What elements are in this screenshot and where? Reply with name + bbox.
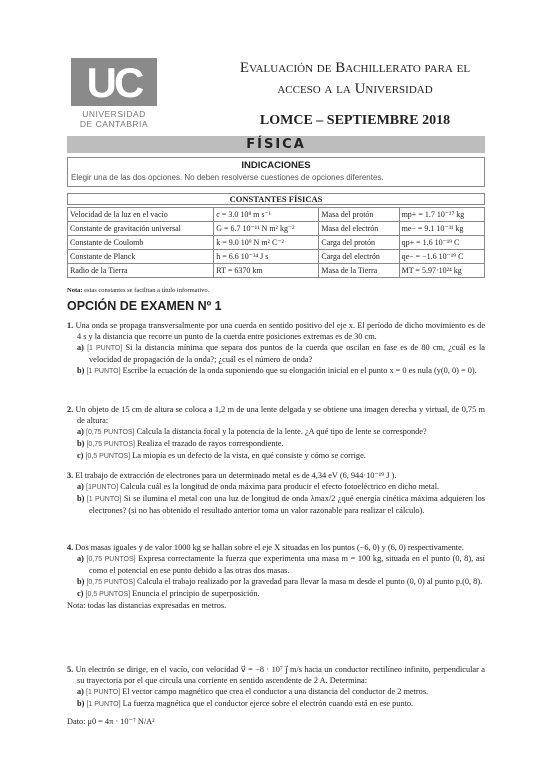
table-row: Constante de gravitación universal G = 6.7 10⁻¹¹ N m² kg⁻² Masa del electrón me− = 9.1 10⁻³¹ kg xyxy=(68,222,485,236)
instructions-title: INDICACIONES xyxy=(241,160,311,171)
exam-title: Evaluación de Bachillerato para el acceso a la Universidad xyxy=(239,60,471,97)
university-logo xyxy=(67,58,177,129)
constants-table xyxy=(67,207,485,278)
constants-note: Nota: estas constantes se facilitan a título informativo. xyxy=(67,287,210,294)
instructions-box xyxy=(67,157,485,187)
table-row: Constante de Coulomb k = 9.0 10⁹ N m² C⁻² Carga del protón qp+ = 1.6 10⁻¹⁹ C xyxy=(68,236,485,250)
table-row: Radio de la Tierra RT = 6370 km Masa de la Tierra MT = 5.97·10²⁴ kg xyxy=(68,264,485,278)
logo-line-1: UNIVERSIDAD xyxy=(82,109,146,119)
question-4: 4. Dos masas iguales y de valor 1000 kg se hallan sobre el eje X situadas en los puntos (−6, 0) y (6, 0) respectivamente. a) [0,75 PUNTOS] Expresa correctamente la fuerza que experimenta una masa m = 100 kg, situada en el punto (0, 8), así como el potencial en ese punto debido a las otras dos masas. b) [0,75 PUNTOS] Calcula el trabajo realizado por la gravedad para llevar la masa m desde el punto (0, 0) al punto p.(0, 8). c) [0,5 PUNTOS] Enuncia el principio de superposición. Nota: todas las distancias expresadas en metros. xyxy=(67,543,485,610)
question-5-data: Dato: μ0 = 4π · 10⁻⁷ N/A² xyxy=(67,717,155,726)
question-2: 2. Un objeto de 15 cm de altura se coloca a 1,2 m de una lente delgada y se obtiene una imagen derecha y virtual, de 0,75 m de altura: a) [0,75 PUNTOS] Calcula la distancia focal y la potencia de la lente. ¿A qué tipo de lente se corresponde? b) [0,75 PUNTOS] Realiza el trazado de rayos correspondiente. c) [0,5 PUNTOS] La miopía es un defecto de la vista, en qué consiste y cómo se corrige. xyxy=(67,405,485,460)
question-4-note: Nota: todas las distancias expresadas en metros. xyxy=(67,601,227,610)
option-heading: OPCIÓN DE EXAMEN Nº 1 xyxy=(67,299,222,313)
question-3: 3. El trabajo de extracción de electrones para un determinado metal es de 4,34 eV (6, 944·10⁻¹⁹ J ). a) [1PUNTO] Calcula cuál es la longitud de onda máxima para producir el efecto fotoeléctrico en dicho metal. b) [1 PUNTO] Si se ilumina el metal con una luz de longitud de onda λmax/2 ¿qué energía cinética máxima adquieren los electrones? (si no has obtenido el resultado anterior toma un valor razonable para realizar el cálculo). xyxy=(67,471,485,515)
logo-line-2: DE CANTABRIA xyxy=(79,119,149,129)
table-row: Velocidad de la luz en el vacío c = 3.0 10⁸ m s⁻¹ Masa del protón mp+ = 1.7 10⁻²⁷ kg xyxy=(68,208,485,222)
logo-mark: UC xyxy=(71,58,157,106)
exam-session: LOMCE – SEPTIEMBRE 2018 xyxy=(259,113,451,128)
instructions-text: Elegir una de las dos opciones. No deben resolverse cuestiones de opciones diferentes. xyxy=(71,173,384,182)
question-5: 5. Un electrón se dirige, en el vacío, con velocidad v⃗ = −8 · 10⁷ j⃗ m/s hacia un conductor rectilíneo infinito, perpendicular a su trayectoria por el que circula una corriente en sentido ascendente de 2 A. Determina: a) [1 PUNTO] El vector campo magnético que crea el conductor a una distancia del conductor de 2 metros. b) [1 PUNTO] La fuerza magnética que el conductor ejerce sobre el electrón cuando está en ese punto. Dato: μ0 = 4π · 10⁻⁷ N/A² xyxy=(67,665,485,726)
constants-title: CONSTANTES FÍSICAS xyxy=(67,193,485,205)
table-row: Constante de Planck h = 6.6 10⁻³⁴ J s Carga del electrón qe− = −1.6 10⁻¹⁹ C xyxy=(68,250,485,264)
question-1: 1. Una onda se propaga transversalmente por una cuerda en sentido positivo del eje x. El período de dicho movimiento es de 4 s y la distancia que recorre un punto de la cuerda entre posiciones extremas es de 30 cm. a) [1 PUNTO] Si la distancia mínima que separa dos puntos de la cuerda que oscilan en fase es de 80 cm, ¿cuál es la velocidad de propagación de la onda?; ¿cuál es el número de onda? b) [1 PUNTO] Escribe la ecuación de la onda suponiendo que su elongación inicial en el punto x = 0 es nula (y(0, 0) = 0). xyxy=(67,321,485,375)
subject-bar: FÍSICA xyxy=(67,136,485,153)
